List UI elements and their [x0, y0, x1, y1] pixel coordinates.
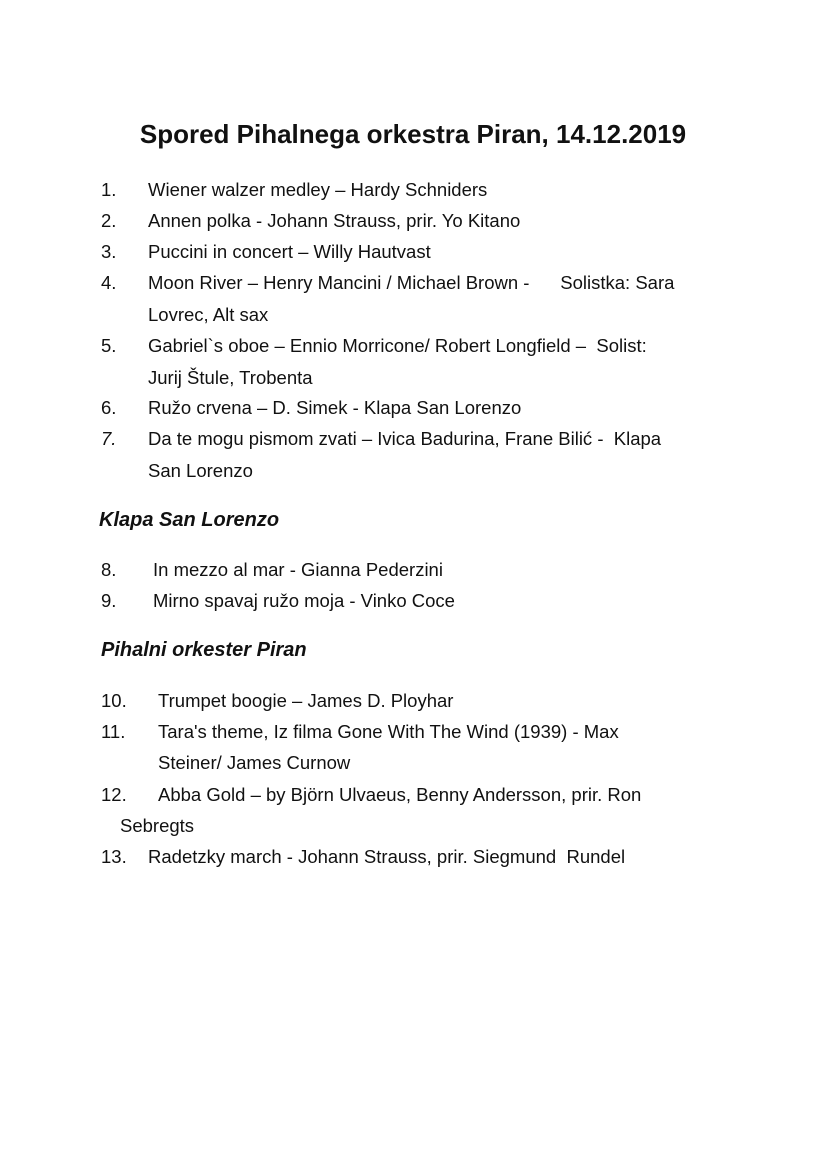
section-heading-klapa: Klapa San Lorenzo [99, 509, 280, 531]
list-item-number: 13. [101, 846, 127, 867]
list-item-number: 10. [101, 690, 127, 711]
list-item-number: 5. [101, 335, 117, 356]
list-item-number: 1. [101, 179, 117, 200]
list-item: Abba Gold – by Björn Ulvaeus, Benny Andersson, prir. Ron [158, 784, 642, 805]
list-item: Mirno spavaj ružo moja - Vinko Coce [153, 590, 455, 611]
list-item: Wiener walzer medley – Hardy Schniders [148, 179, 488, 200]
list-item-number: 6. [101, 397, 117, 418]
section-heading-pihalni: Pihalni orkester Piran [101, 639, 307, 661]
list-item-continuation: Steiner/ James Curnow [158, 752, 351, 773]
list-item: Tara's theme, Iz filma Gone With The Wind (1939) - Max [158, 721, 619, 742]
list-item: Da te mogu pismom zvati – Ivica Badurina, Frane Bilić - Klapa [148, 428, 662, 449]
list-item-number: 8. [101, 559, 117, 580]
list-item: Gabriel`s oboe – Ennio Morricone/ Robert Longfield – Solist: [148, 335, 647, 356]
list-item: Ružo crvena – D. Simek - Klapa San Lorenzo [148, 397, 522, 418]
page-title: Spored Pihalnega orkestra Piran, 14.12.2019 [139, 119, 687, 149]
list-item-continuation: Sebregts [120, 815, 195, 836]
list-item-number: 7. [101, 428, 117, 449]
list-item-number: 11. [101, 721, 126, 742]
list-item-number: 9. [101, 590, 117, 611]
list-item-number: 2. [101, 210, 117, 231]
list-item-continuation: Lovrec, Alt sax [148, 304, 269, 325]
list-item-number: 4. [101, 272, 117, 293]
list-item-number: 12. [101, 784, 127, 805]
list-item-continuation: Jurij Štule, Trobenta [148, 367, 313, 388]
list-item: Trumpet boogie – James D. Ployhar [158, 690, 454, 711]
list-item: Puccini in concert – Willy Hautvast [148, 241, 431, 262]
list-item: Moon River – Henry Mancini / Michael Brown - Solistka: Sara [148, 272, 675, 293]
list-item: Radetzky march - Johann Strauss, prir. Siegmund Rundel [148, 846, 626, 867]
list-item-number: 3. [101, 241, 117, 262]
list-item: In mezzo al mar - Gianna Pederzini [153, 559, 443, 580]
list-item-continuation: San Lorenzo [148, 460, 253, 481]
list-item: Annen polka - Johann Strauss, prir. Yo Kitano [148, 210, 521, 231]
